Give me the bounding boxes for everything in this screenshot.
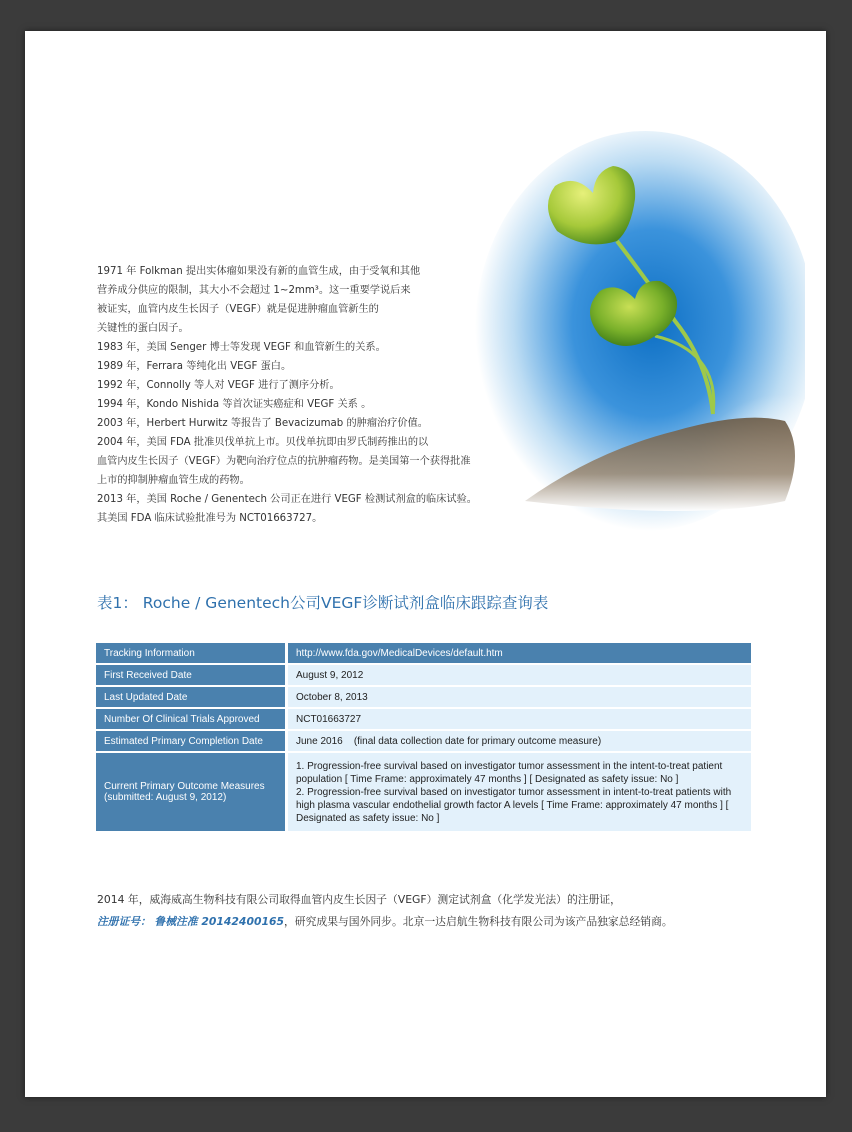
- registration-label: 注册证号：: [97, 915, 151, 928]
- outcome-line: high plasma vascular endothelial growth factor A levels [ Time Frame: approximately 47 months ] [: [296, 799, 729, 811]
- footer-line-2: [97, 911, 797, 933]
- footer-registration: [97, 889, 797, 933]
- first-received-label: First Received Date: [96, 665, 288, 685]
- intro-line: 营养成分供应的限制，其大小不会超过 1~2mm³。这一重要学说后来: [97, 285, 411, 296]
- completion-date-value: June 2016 (final data collection date for primary outcome measure): [288, 731, 751, 751]
- footer-line-1: 2014 年，威海威高生物科技有限公司取得血管内皮生长因子（VEGF）测定试剂盒（化学发光法）的注册证，: [97, 893, 621, 906]
- trials-approved-value: NCT01663727: [288, 709, 751, 729]
- outcome-label-line: (submitted: August 9, 2012): [104, 792, 227, 803]
- intro-line: 1971 年 Folkman 提出实体瘤如果没有新的血管生成，由于受氧和其他: [97, 266, 421, 277]
- intro-line: 2004 年，美国 FDA 批准贝伐单抗上市。贝伐单抗即由罗氏制药推出的以: [97, 437, 429, 448]
- table-row: [96, 731, 751, 751]
- outcome-measures-label: [96, 753, 288, 831]
- intro-line: 关键性的蛋白因子。: [97, 323, 189, 334]
- table-row: [96, 753, 751, 831]
- registration-number: 鲁械注准 20142400165: [154, 915, 285, 928]
- intro-line: 2003 年，Herbert Hurwitz 等报告了 Bevacizumab 的肿瘤治疗价值。: [97, 418, 428, 429]
- intro-line: 被证实，血管内皮生长因子（VEGF）就是促进肿瘤血管新生的: [97, 304, 379, 315]
- intro-line: 1983 年，美国 Senger 博士等发现 VEGF 和血管新生的关系。: [97, 342, 386, 353]
- intro-line: 1994 年，Kondo Nishida 等首次证实癌症和 VEGF 关系 。: [97, 399, 372, 410]
- intro-line: 1989 年，Ferrara 等纯化出 VEGF 蛋白。: [97, 361, 292, 372]
- outcome-line: 1. Progression-free survival based on investigator tumor assessment in the intent-to-treat patient: [296, 760, 723, 772]
- table-row: [96, 687, 751, 707]
- last-updated-value: October 8, 2013: [288, 687, 751, 707]
- outcome-label-line: Current Primary Outcome Measures: [104, 781, 265, 792]
- footer-line-2-text: ，研究成果与国外同步。北京一达启航生物科技有限公司为该产品独家总经销商。: [284, 915, 673, 928]
- intro-line: 其美国 FDA 临床试验批准号为 NCT01663727。: [97, 513, 323, 524]
- table-row: [96, 665, 751, 685]
- intro-line: 上市的抑制肿瘤血管生成的药物。: [97, 475, 250, 486]
- table-title: 表1： Roche / Genentech公司VEGF诊断试剂盒临床跟踪查询表: [97, 594, 549, 612]
- completion-date-label: Estimated Primary Completion Date: [96, 731, 288, 751]
- intro-line: 1992 年，Connolly 等人对 VEGF 进行了测序分析。: [97, 380, 340, 391]
- first-received-value: August 9, 2012: [288, 665, 751, 685]
- outcome-line: 2. Progression-free survival based on investigator tumor assessment in intent-to-treat patients with: [296, 786, 732, 798]
- table-row: [96, 709, 751, 729]
- last-updated-label: Last Updated Date: [96, 687, 288, 707]
- outcome-line: Designated as safety issue: No ]: [296, 812, 440, 824]
- table-row: [96, 643, 751, 663]
- intro-line: 血管内皮生长因子（VEGF）为靶向治疗位点的抗肿瘤药物。是美国第一个获得批准: [97, 456, 471, 467]
- tracking-info-link[interactable]: http://www.fda.gov/MedicalDevices/default.htm: [288, 643, 751, 663]
- outcome-line: population [ Time Frame: approximately 47 months ] [ Designated as safety issue: No ]: [296, 773, 679, 785]
- intro-history-text: [97, 262, 517, 528]
- document-page: [25, 31, 826, 1097]
- intro-line: 2013 年，美国 Roche / Genentech 公司正在进行 VEGF 检测试剂盒的临床试验。: [97, 494, 477, 505]
- outcome-measures-value: [288, 753, 751, 831]
- trials-approved-label: Number Of Clinical Trials Approved: [96, 709, 288, 729]
- tracking-info-label: Tracking Information: [96, 643, 288, 663]
- clinical-tracking-table: [96, 641, 751, 833]
